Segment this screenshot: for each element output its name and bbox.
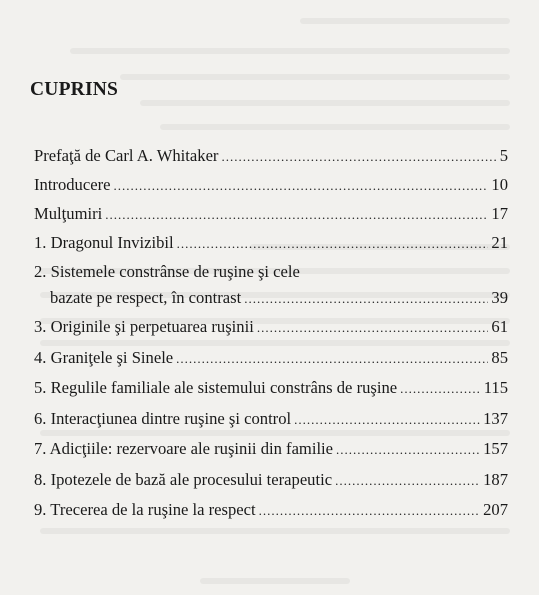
toc-leader-dots [294, 409, 480, 431]
toc-entry-chapter-4 [34, 347, 508, 370]
toc-leader-dots [176, 348, 488, 370]
toc-entry-title: Mulţumiri [34, 204, 103, 223]
toc-entry-chapter-5 [34, 377, 508, 400]
toc-entry-chapter-2-line-1 [34, 261, 508, 283]
toc-entry-chapter-2-line-2 [50, 287, 508, 310]
toc-entry-page: 39 [491, 288, 508, 307]
toc-entry-chapter-3 [34, 316, 508, 339]
toc-leader-dots [335, 470, 480, 492]
toc-entry-chapter-6 [34, 408, 508, 431]
toc-entry-title: 1. Dragonul Invizibil [34, 233, 174, 252]
toc-entry-page: 21 [491, 233, 508, 252]
toc-heading: CUPRINS [30, 79, 119, 100]
toc-entry-chapter-8 [34, 469, 508, 492]
toc-entry-page: 5 [499, 146, 508, 165]
toc-leader-dots [259, 500, 480, 522]
toc-entry-preface [34, 145, 508, 168]
toc-entry-chapter-7 [34, 438, 508, 461]
toc-entry-chapter-1 [34, 232, 508, 255]
toc-entry-page: 17 [491, 204, 508, 223]
toc-entry-title: 5. Regulile familiale ale sistemului constrâns de ruşine [34, 378, 398, 397]
toc-leader-dots [257, 317, 489, 339]
toc-entry-page: 10 [491, 175, 508, 194]
toc-entry-page: 207 [483, 500, 508, 519]
toc-entry-chapter-9 [34, 499, 508, 522]
toc-entry-title: 9. Trecerea de la ruşine la respect [34, 500, 256, 519]
toc-leader-dots [221, 146, 496, 168]
toc-leader-dots [244, 288, 488, 310]
toc-entry-title: bazate pe respect, în contrast [50, 288, 242, 307]
toc-leader-dots [113, 175, 488, 197]
toc-entry-page: 115 [483, 378, 508, 397]
toc-leader-dots [336, 439, 480, 461]
toc-entry-acknowledgements [34, 203, 508, 226]
toc-entry-page: 137 [483, 409, 508, 428]
toc-entry-title: 6. Interacţiunea dintre ruşine şi control [34, 409, 292, 428]
toc-entry-page: 85 [491, 348, 508, 367]
toc-entry-introduction [34, 174, 508, 197]
toc-leader-dots [177, 233, 489, 255]
toc-entry-page: 187 [483, 470, 508, 489]
toc-entry-title: Introducere [34, 175, 111, 194]
toc-entry-title: 8. Ipotezele de bază ale procesului terapeutic [34, 470, 333, 489]
toc-entry-title: 7. Adicţiile: rezervoare ale ruşinii din familie [34, 439, 334, 458]
toc-leader-dots [105, 204, 488, 226]
toc-entry-page: 157 [483, 439, 508, 458]
toc-entry-title: 4. Graniţele şi Sinele [34, 348, 174, 367]
toc-leader-dots [400, 378, 481, 400]
toc-entry-title: 2. Sistemele constrânse de ruşine şi cele [34, 262, 300, 281]
toc-entry-title: Prefaţă de Carl A. Whitaker [34, 146, 219, 165]
toc-entry-page: 61 [491, 317, 508, 336]
toc-entry-title: 3. Originile şi perpetuarea ruşinii [34, 317, 254, 336]
